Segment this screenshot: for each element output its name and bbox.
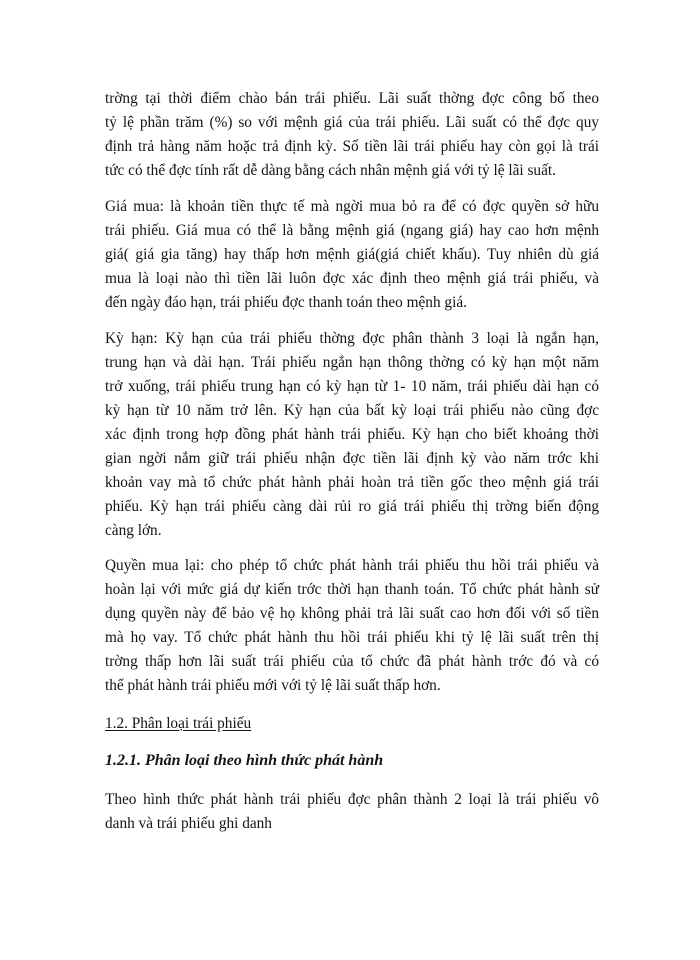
text-line: phiếu. Kỳ hạn trái phiếu càng dài rủi ro giá trái phiếu thị trờng biến động [105, 498, 599, 515]
paragraph-purchase-price [105, 195, 599, 315]
text-line: trái phiếu. Giá mua có thể là bằng mệnh giá (ngang giá) hay cao hơn mệnh [105, 222, 599, 239]
text-line: kỳ hạn từ 10 năm trở lên. Kỳ hạn của bất kỳ loại trái phiếu nào cũng đợc [105, 402, 599, 419]
text-line: mua là loại nào thì tiền lãi luôn đợc xác định theo mệnh giá trái phiếu, và [105, 270, 599, 287]
text-line: trờng thấp hơn lãi suất trái phiếu của tổ chức đã phát hành trớc đó và có [105, 653, 599, 670]
subsection-heading: 1.2.1. Phân loại theo hình thức phát hành [105, 752, 384, 769]
text-line: Giá mua: là khoản tiền thực tế mà ngời mua bỏ ra để có đợc quyền sở hữu [105, 198, 599, 215]
paragraph-interest-continuation [105, 87, 599, 183]
text-line: tức có thể đợc tính rất dễ dàng bằng cách nhân mệnh giá với tỷ lệ lãi suất. [105, 162, 556, 179]
text-line: đến ngày đáo hạn, trái phiếu đợc thanh toán theo mệnh giá. [105, 294, 467, 311]
text-line: Theo hình thức phát hành trái phiếu đợc phân thành 2 loại là trái phiếu vô [105, 791, 599, 808]
text-line: xác định trong hợp đồng phát hành trái phiếu. Kỳ hạn cho biết khoảng thời [105, 426, 599, 443]
text-line: giá( giá gia tăng) hay thấp hơn mệnh giá(giá chiết khấu). Tuy nhiên dù giá [105, 246, 599, 263]
paragraph-maturity-term [105, 327, 599, 543]
text-line: danh và trái phiếu ghi danh [105, 815, 272, 832]
text-line: càng lớn. [105, 522, 162, 539]
text-line: Quyền mua lại: cho phép tổ chức phát hành trái phiếu thu hồi trái phiếu và [105, 557, 599, 574]
text-line: khoản vay mà tổ chức phát hành phải hoàn trả tiền gốc theo mệnh giá trái [105, 474, 599, 491]
text-line: trở xuống, trái phiếu trung hạn có kỳ hạn từ 1- 10 năm, trái phiếu dài hạn có [105, 378, 599, 395]
text-line: trung hạn và dài hạn. Trái phiếu ngắn hạn thông thờng có kỳ hạn một năm [105, 354, 599, 371]
text-line: dụng quyền này để bảo vệ họ không phải trả lãi suất cao hơn đối với số tiền [105, 605, 599, 622]
text-line: hoàn lại với mức giá dự kiến trớc thời hạn thanh toán. Tổ chức phát hành sử [105, 581, 599, 598]
section-heading: 1.2. Phân loại trái phiếu [105, 715, 252, 732]
text-line: thể phát hành trái phiếu mới với tỷ lệ lãi suất thấp hơn. [105, 677, 441, 694]
text-line: tỷ lệ phần trăm (%) so với mệnh giá của trái phiếu. Lãi suất có thể đợc quy [105, 114, 599, 131]
text-line: gian ngời nắm giữ trái phiếu nhận đợc tiền lãi định kỳ vào năm trớc khi [105, 450, 599, 467]
text-line: Kỳ hạn: Kỳ hạn của trái phiếu thờng đợc phân thành 3 loại là ngắn hạn, [105, 330, 599, 347]
paragraph-call-option [105, 554, 599, 698]
text-line: định trả hàng năm hoặc trả định kỳ. Số tiền lãi trái phiếu hay còn gọi là trái [105, 138, 599, 155]
paragraph-issuance-form [105, 788, 599, 836]
text-line: mà họ vay. Tổ chức phát hành thu hồi trái phiếu khi tỷ lệ lãi suất trên thị [105, 629, 599, 646]
text-line: trờng tại thời điểm chào bán trái phiếu. Lãi suất thờng đợc công bố theo [105, 90, 599, 107]
